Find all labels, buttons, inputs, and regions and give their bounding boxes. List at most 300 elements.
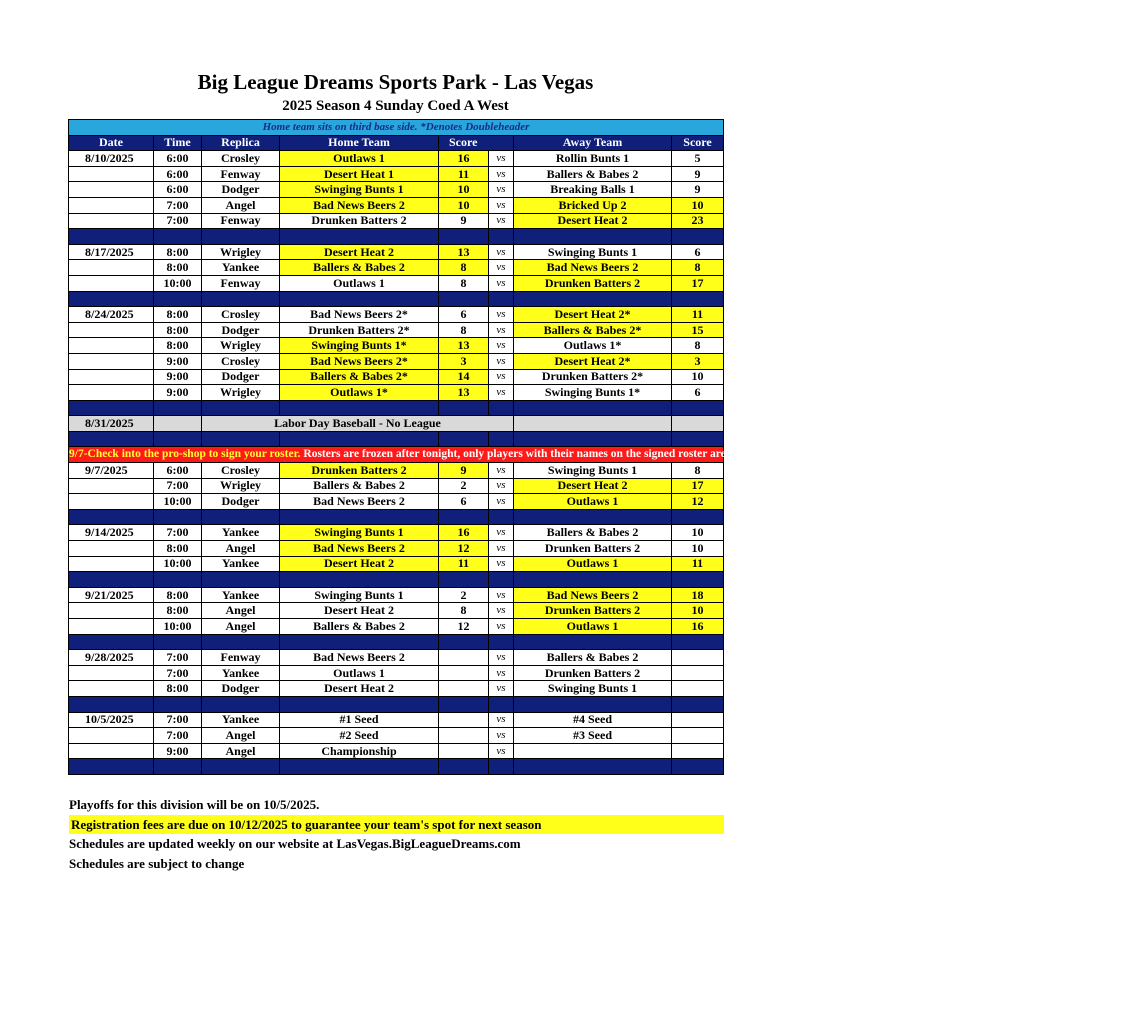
game-date: 9/14/2025: [69, 525, 154, 541]
roster-alert-body: Rosters are frozen after tonight, only players with their names on the signed roster are eligible for playoffs. Please check carefully as changes will not be made for omissions.: [300, 448, 1146, 461]
week-separator: [69, 509, 724, 525]
vs-label: vs: [489, 728, 514, 744]
separator-cell: [69, 696, 154, 712]
home-score: 14: [439, 369, 489, 385]
separator-cell: [154, 400, 202, 416]
home-score: 2: [439, 478, 489, 494]
separator-cell: [439, 509, 489, 525]
away-score: 3: [672, 353, 724, 369]
holiday-row: [69, 416, 724, 432]
away-team: Outlaws 1: [514, 494, 672, 510]
col-header-home-score: Score: [439, 135, 514, 151]
separator-cell: [280, 431, 439, 447]
week-separator: [69, 696, 724, 712]
field-replica: Wrigley: [202, 478, 280, 494]
home-score: 11: [439, 166, 489, 182]
separator-cell: [514, 696, 672, 712]
field-replica: Angel: [202, 603, 280, 619]
field-replica: Dodger: [202, 369, 280, 385]
home-team: Ballers & Babes 2: [280, 260, 439, 276]
field-replica: Angel: [202, 197, 280, 213]
game-time: 7:00: [154, 213, 202, 229]
field-replica: Angel: [202, 619, 280, 635]
field-replica: Angel: [202, 743, 280, 759]
home-team: Drunken Batters 2: [280, 213, 439, 229]
home-team: #1 Seed: [280, 712, 439, 728]
away-score: 11: [672, 307, 724, 323]
home-team: Swinging Bunts 1: [280, 587, 439, 603]
blank-cell: [514, 416, 672, 432]
separator-cell: [489, 400, 514, 416]
separator-cell: [489, 696, 514, 712]
home-score: 13: [439, 338, 489, 354]
game-date: [69, 322, 154, 338]
game-date: [69, 275, 154, 291]
home-score: 13: [439, 244, 489, 260]
vs-label: vs: [489, 681, 514, 697]
week-separator: [69, 400, 724, 416]
home-team: Bad News Beers 2*: [280, 353, 439, 369]
separator-cell: [514, 759, 672, 775]
away-team: Desert Heat 2*: [514, 353, 672, 369]
field-replica: Dodger: [202, 681, 280, 697]
roster-alert-row: [69, 447, 724, 463]
separator-cell: [439, 229, 489, 245]
vs-label: vs: [489, 322, 514, 338]
home-team: Championship: [280, 743, 439, 759]
away-score: 17: [672, 478, 724, 494]
away-score: 5: [672, 151, 724, 167]
separator-cell: [69, 634, 154, 650]
game-date: 8/10/2025: [69, 151, 154, 167]
home-team: Desert Heat 2: [280, 603, 439, 619]
away-score: [672, 681, 724, 697]
game-time: 6:00: [154, 166, 202, 182]
game-time: 9:00: [154, 385, 202, 401]
separator-cell: [154, 634, 202, 650]
vs-label: vs: [489, 619, 514, 635]
table-row: [69, 385, 724, 401]
game-date: [69, 681, 154, 697]
home-score: 10: [439, 182, 489, 198]
col-header-date: Date: [69, 135, 154, 151]
separator-cell: [280, 634, 439, 650]
separator-cell: [489, 509, 514, 525]
game-date: 9/21/2025: [69, 587, 154, 603]
separator-cell: [439, 431, 489, 447]
separator-cell: [439, 759, 489, 775]
game-time: 10:00: [154, 494, 202, 510]
game-time: 8:00: [154, 322, 202, 338]
game-time: 7:00: [154, 712, 202, 728]
separator-cell: [154, 696, 202, 712]
away-team: Bad News Beers 2: [514, 260, 672, 276]
field-replica: Dodger: [202, 494, 280, 510]
home-score: 16: [439, 525, 489, 541]
registration-fees-note: Registration fees are due on 10/12/2025 to guarantee your team's spot for next season: [69, 815, 724, 834]
home-score: 13: [439, 385, 489, 401]
away-team: Ballers & Babes 2: [514, 166, 672, 182]
table-row: [69, 556, 724, 572]
separator-cell: [202, 759, 280, 775]
table-row: [69, 619, 724, 635]
home-team: Desert Heat 1: [280, 166, 439, 182]
field-replica: Angel: [202, 728, 280, 744]
separator-cell: [672, 400, 724, 416]
separator-cell: [672, 572, 724, 588]
home-score: 6: [439, 494, 489, 510]
table-row: [69, 307, 724, 323]
field-replica: Fenway: [202, 166, 280, 182]
separator-cell: [202, 572, 280, 588]
field-replica: Yankee: [202, 525, 280, 541]
field-replica: Fenway: [202, 650, 280, 666]
game-date: [69, 665, 154, 681]
vs-label: vs: [489, 494, 514, 510]
game-date: [69, 494, 154, 510]
separator-cell: [439, 572, 489, 588]
vs-label: vs: [489, 353, 514, 369]
game-time: 8:00: [154, 603, 202, 619]
away-team: Drunken Batters 2: [514, 603, 672, 619]
home-team: Ballers & Babes 2: [280, 619, 439, 635]
table-row: [69, 322, 724, 338]
field-replica: Crosley: [202, 307, 280, 323]
separator-cell: [154, 291, 202, 307]
table-row: [69, 197, 724, 213]
separator-cell: [489, 291, 514, 307]
game-date: [69, 166, 154, 182]
vs-label: vs: [489, 525, 514, 541]
field-replica: Wrigley: [202, 385, 280, 401]
away-team: Outlaws 1: [514, 556, 672, 572]
home-score: 9: [439, 213, 489, 229]
away-team: Swinging Bunts 1: [514, 681, 672, 697]
separator-cell: [489, 229, 514, 245]
away-score: 8: [672, 463, 724, 479]
home-score: [439, 650, 489, 666]
week-separator: [69, 291, 724, 307]
separator-cell: [672, 291, 724, 307]
table-row: [69, 743, 724, 759]
field-replica: Dodger: [202, 182, 280, 198]
separator-cell: [280, 759, 439, 775]
away-score: 17: [672, 275, 724, 291]
separator-cell: [439, 291, 489, 307]
away-score: [672, 665, 724, 681]
game-time: 9:00: [154, 743, 202, 759]
field-replica: Yankee: [202, 587, 280, 603]
field-replica: Wrigley: [202, 338, 280, 354]
away-team: Drunken Batters 2: [514, 275, 672, 291]
separator-cell: [280, 696, 439, 712]
playoffs-note: Playoffs for this division will be on 10/5/2025.: [69, 797, 320, 812]
home-team: Ballers & Babes 2*: [280, 369, 439, 385]
separator-cell: [69, 572, 154, 588]
away-team: Outlaws 1: [514, 619, 672, 635]
game-date: [69, 556, 154, 572]
away-score: 10: [672, 603, 724, 619]
home-score: [439, 728, 489, 744]
home-score: 12: [439, 541, 489, 557]
separator-cell: [439, 696, 489, 712]
table-row: [69, 275, 724, 291]
away-score: 16: [672, 619, 724, 635]
game-date: [69, 603, 154, 619]
table-row: [69, 665, 724, 681]
table-row: [69, 213, 724, 229]
separator-cell: [672, 634, 724, 650]
separator-cell: [69, 431, 154, 447]
separator-cell: [514, 291, 672, 307]
separator-cell: [514, 509, 672, 525]
away-score: [672, 712, 724, 728]
separator-cell: [154, 572, 202, 588]
away-score: 6: [672, 244, 724, 260]
separator-cell: [202, 696, 280, 712]
away-team: Breaking Balls 1: [514, 182, 672, 198]
game-date: 8/31/2025: [69, 416, 154, 432]
away-score: 18: [672, 587, 724, 603]
separator-cell: [489, 634, 514, 650]
away-team: Outlaws 1*: [514, 338, 672, 354]
game-date: [69, 743, 154, 759]
away-team: Ballers & Babes 2: [514, 650, 672, 666]
separator-cell: [514, 229, 672, 245]
home-team: #2 Seed: [280, 728, 439, 744]
game-time: 9:00: [154, 353, 202, 369]
away-score: 10: [672, 369, 724, 385]
col-header-replica: Replica: [202, 135, 280, 151]
home-team: Outlaws 1*: [280, 385, 439, 401]
game-time: 7:00: [154, 525, 202, 541]
field-replica: Wrigley: [202, 244, 280, 260]
col-header-time: Time: [154, 135, 202, 151]
away-team: Swinging Bunts 1: [514, 463, 672, 479]
separator-cell: [439, 634, 489, 650]
game-time: 8:00: [154, 307, 202, 323]
game-time: 8:00: [154, 260, 202, 276]
field-replica: Yankee: [202, 556, 280, 572]
away-score: 23: [672, 213, 724, 229]
table-row: [69, 650, 724, 666]
game-date: [69, 197, 154, 213]
table-row: [69, 541, 724, 557]
field-replica: Yankee: [202, 260, 280, 276]
separator-cell: [202, 291, 280, 307]
away-team: Bricked Up 2: [514, 197, 672, 213]
game-time: 10:00: [154, 275, 202, 291]
vs-label: vs: [489, 665, 514, 681]
separator-cell: [514, 634, 672, 650]
field-replica: Crosley: [202, 463, 280, 479]
week-separator: [69, 634, 724, 650]
away-score: 10: [672, 525, 724, 541]
vs-label: vs: [489, 151, 514, 167]
holiday-label: Labor Day Baseball - No League: [202, 416, 514, 432]
week-separator: [69, 759, 724, 775]
game-time: 6:00: [154, 182, 202, 198]
home-score: 8: [439, 260, 489, 276]
away-score: 11: [672, 556, 724, 572]
separator-cell: [489, 759, 514, 775]
vs-label: vs: [489, 338, 514, 354]
separator-cell: [280, 509, 439, 525]
away-team: Desert Heat 2: [514, 478, 672, 494]
home-team: Outlaws 1: [280, 665, 439, 681]
page-subtitle: 2025 Season 4 Sunday Coed A West: [282, 98, 509, 114]
home-team: Drunken Batters 2: [280, 463, 439, 479]
home-team: Desert Heat 2: [280, 244, 439, 260]
vs-label: vs: [489, 712, 514, 728]
home-score: 9: [439, 463, 489, 479]
header-row: [69, 135, 724, 151]
separator-cell: [672, 509, 724, 525]
separator-cell: [280, 291, 439, 307]
week-separator: [69, 229, 724, 245]
away-team: Drunken Batters 2: [514, 541, 672, 557]
vs-label: vs: [489, 587, 514, 603]
field-replica: Angel: [202, 541, 280, 557]
home-score: 8: [439, 603, 489, 619]
separator-cell: [154, 759, 202, 775]
table-row: [69, 525, 724, 541]
game-date: [69, 619, 154, 635]
away-team: Desert Heat 2: [514, 213, 672, 229]
separator-cell: [672, 696, 724, 712]
separator-cell: [69, 291, 154, 307]
separator-cell: [69, 759, 154, 775]
separator-cell: [69, 509, 154, 525]
separator-cell: [672, 229, 724, 245]
col-header-home-team: Home Team: [280, 135, 439, 151]
away-score: 6: [672, 385, 724, 401]
table-row: [69, 478, 724, 494]
home-team: Ballers & Babes 2: [280, 478, 439, 494]
home-team: Bad News Beers 2: [280, 197, 439, 213]
game-time: 9:00: [154, 369, 202, 385]
field-replica: Fenway: [202, 275, 280, 291]
table-row: [69, 338, 724, 354]
vs-label: vs: [489, 650, 514, 666]
separator-cell: [672, 759, 724, 775]
home-score: 11: [439, 556, 489, 572]
roster-alert: [69, 447, 1146, 463]
vs-label: vs: [489, 603, 514, 619]
game-date: 8/24/2025: [69, 307, 154, 323]
away-score: [672, 650, 724, 666]
table-row: [69, 151, 724, 167]
week-separator: [69, 431, 724, 447]
vs-label: vs: [489, 260, 514, 276]
game-date: [69, 369, 154, 385]
vs-label: vs: [489, 385, 514, 401]
away-score: 9: [672, 182, 724, 198]
table-row: [69, 260, 724, 276]
home-team: Swinging Bunts 1: [280, 182, 439, 198]
away-team: Ballers & Babes 2*: [514, 322, 672, 338]
separator-cell: [69, 229, 154, 245]
field-replica: Fenway: [202, 213, 280, 229]
field-replica: Crosley: [202, 353, 280, 369]
away-team: Swinging Bunts 1*: [514, 385, 672, 401]
away-score: [672, 743, 724, 759]
home-score: [439, 712, 489, 728]
game-date: 9/28/2025: [69, 650, 154, 666]
vs-label: vs: [489, 541, 514, 557]
home-score: [439, 743, 489, 759]
home-team: Outlaws 1: [280, 275, 439, 291]
game-date: 10/5/2025: [69, 712, 154, 728]
home-score: [439, 665, 489, 681]
home-score: 16: [439, 151, 489, 167]
separator-cell: [489, 572, 514, 588]
vs-label: vs: [489, 556, 514, 572]
game-time: 8:00: [154, 541, 202, 557]
game-time: 10:00: [154, 619, 202, 635]
game-date: [69, 385, 154, 401]
separator-cell: [489, 431, 514, 447]
game-date: [69, 541, 154, 557]
table-note: Home team sits on third base side. *Denotes Doubleheader: [69, 120, 724, 136]
table-row: [69, 369, 724, 385]
vs-label: vs: [489, 369, 514, 385]
schedule-table: [68, 119, 1146, 775]
game-time: 8:00: [154, 587, 202, 603]
game-time: 10:00: [154, 556, 202, 572]
away-team: Ballers & Babes 2: [514, 525, 672, 541]
separator-cell: [154, 229, 202, 245]
game-date: [69, 728, 154, 744]
separator-cell: [514, 431, 672, 447]
table-row: [69, 494, 724, 510]
vs-label: vs: [489, 213, 514, 229]
table-row: [69, 244, 724, 260]
away-team: Rollin Bunts 1: [514, 151, 672, 167]
game-date: [69, 182, 154, 198]
home-score: [439, 681, 489, 697]
home-team: Bad News Beers 2: [280, 541, 439, 557]
home-team: Bad News Beers 2: [280, 494, 439, 510]
table-row: [69, 353, 724, 369]
field-replica: Dodger: [202, 322, 280, 338]
separator-cell: [280, 572, 439, 588]
field-replica: Yankee: [202, 665, 280, 681]
website-note: Schedules are updated weekly on our website at LasVegas.BigLeagueDreams.com: [69, 836, 521, 851]
table-row: [69, 182, 724, 198]
separator-cell: [202, 634, 280, 650]
home-score: 10: [439, 197, 489, 213]
home-team: Drunken Batters 2*: [280, 322, 439, 338]
home-score: 8: [439, 275, 489, 291]
vs-label: vs: [489, 743, 514, 759]
page-title: Big League Dreams Sports Park - Las Vegas: [197, 70, 594, 94]
away-score: 8: [672, 338, 724, 354]
home-score: 12: [439, 619, 489, 635]
home-team: Bad News Beers 2*: [280, 307, 439, 323]
separator-cell: [154, 431, 202, 447]
separator-cell: [202, 229, 280, 245]
game-date: 9/7/2025: [69, 463, 154, 479]
game-date: 8/17/2025: [69, 244, 154, 260]
separator-cell: [514, 572, 672, 588]
roster-alert-lead: 9/7-Check into the pro-shop to sign your roster.: [69, 448, 301, 461]
disclaimer-note: Schedules are subject to change: [69, 856, 245, 871]
game-time: 6:00: [154, 151, 202, 167]
game-date: [69, 213, 154, 229]
game-time: 8:00: [154, 338, 202, 354]
home-team: Desert Heat 2: [280, 681, 439, 697]
